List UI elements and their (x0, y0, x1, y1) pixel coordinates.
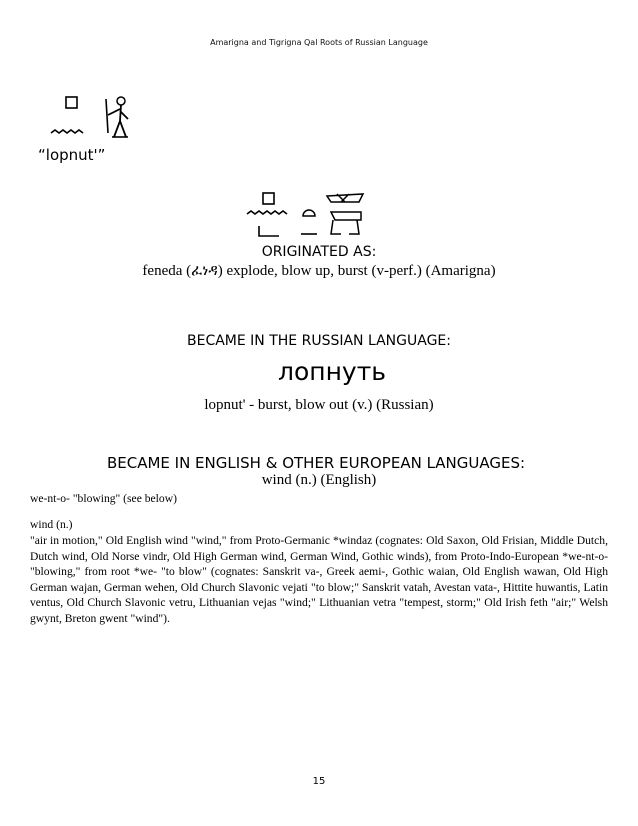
entry-head: wind (n.) (30, 518, 73, 531)
running-header: Amarigna and Tigrigna Qal Roots of Russian Language (210, 38, 428, 47)
originated-heading: ORIGINATED AS: (261, 244, 377, 260)
russian-word: лопнуть (277, 357, 387, 386)
hieroglyph-lopnut-icon (48, 93, 132, 143)
originated-word: feneda (ፈነዳ) explode, blow up, burst (v-perf.) (Amarigna) (142, 263, 496, 279)
page-number: 15 (312, 776, 326, 787)
english-heading: BECAME IN ENGLISH & OTHER EUROPEAN LANGUAGES: (106, 454, 526, 472)
entry-body: "air in motion," Old English wind "wind," from Proto-Germanic *windaz (cognates: Old Saxon, Old Frisian, Middle Dutch, Dutch wind, Old Norse vindr, Old High German wind, German Wind, Gothic winds), from Proto-Indo-European *we-nt-o- "blowing," from root *we- "to blow" (cognates: Sanskrit va-, Greek aemi-, Gothic waian, Old English wawan, Old High German wajan, German wehen, Old Church Slavonic vejati "to blow;" Sanskrit vatah, Avestan vata-, Hittite huwantis, Latin ventus, Old Church Slavonic vetru, Lithuanian vejas "wind;" Lithuanian vetra "tempest, storm;" Old Irish feth "air;" Welsh gwynt, Breton gwent "wind"). (30, 534, 608, 625)
root-line: we-nt-o- "blowing" (see below) (30, 492, 177, 505)
russian-heading: BECAME IN THE RUSSIAN LANGUAGE: (187, 333, 451, 349)
russian-definition: lopnut' - burst, blow out (v.) (Russian) (204, 397, 434, 413)
hieroglyph-feneda-icon (245, 190, 375, 240)
english-word: wind (n.) (English) (261, 472, 377, 488)
transliteration-label: “lopnut'” (38, 146, 106, 164)
